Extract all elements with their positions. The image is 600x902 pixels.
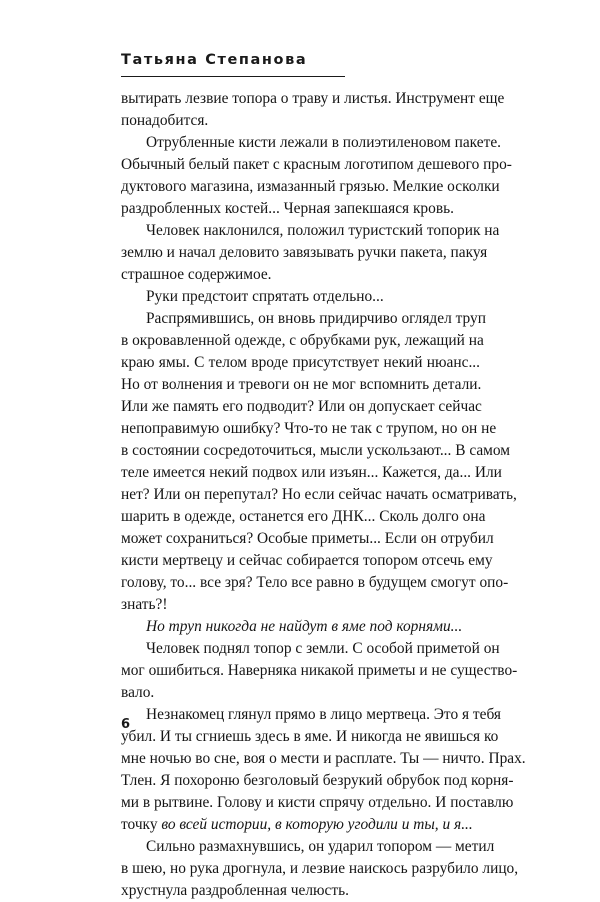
- text-line: в окровавленной одежде, с обрубками рук, лежащий на: [121, 332, 484, 349]
- text-line: Отрубленные кисти лежали в полиэтиленовом пакете.: [146, 134, 502, 151]
- header-rule: [121, 76, 345, 77]
- text-line: дуктового магазина, измазанный грязью. Мелкие осколки: [121, 178, 500, 195]
- text-line: понадобится.: [121, 112, 209, 129]
- italic-text-span: во всей истории, в которую угодили и ты, и я...: [161, 816, 473, 833]
- text-line: убил. И ты сгниешь здесь в яме. И никогда не явишься ко: [121, 728, 499, 745]
- text-line: мог ошибиться. Наверняка никакой приметы и не существо-: [121, 662, 518, 679]
- page-body-text: [121, 88, 526, 902]
- text-line: землю и начал деловито завязывать ручки пакета, пакуя: [121, 244, 488, 261]
- text-line: может сохраниться? Особые приметы... Если он отрубил: [121, 530, 494, 547]
- text-line: теле имеется некий подвох или изъян... Кажется, да... Или: [121, 464, 502, 481]
- text-line: вытирать лезвие топора о траву и листья. Инструмент еще: [121, 90, 505, 107]
- text-line: страшное содержимое.: [121, 266, 272, 283]
- running-head-author: Татьяна Степанова: [121, 52, 308, 68]
- text-line: Сильно размахнувшись, он ударил топором — метил: [146, 838, 495, 855]
- text-line: Обычный белый пакет с красным логотипом дешевого про-: [121, 156, 512, 173]
- italic-text-line: Но труп никогда не найдут в яме под корнями...: [146, 618, 463, 635]
- text-line: шарить в одежде, останется его ДНК... Сколь долго она: [121, 508, 486, 525]
- text-line: ми в рытвине. Голову и кисти спрячу отдельно. И поставлю: [121, 794, 514, 811]
- text-line: Незнакомец глянул прямо в лицо мертвеца. Это я тебя: [146, 706, 502, 723]
- text-line: нет? Или он перепутал? Но если сейчас начать осматривать,: [121, 486, 517, 503]
- text-line: в шею, но рука дрогнула, и лезвие наискось разрубило лицо,: [121, 860, 519, 877]
- text-line: вало.: [121, 684, 155, 701]
- text-line: в состоянии сосредоточиться, мысли ускользают... В самом: [121, 442, 511, 459]
- text-line: мне ночью во сне, воя о мести и расплате. Ты — ничто. Прах.: [121, 750, 526, 767]
- text-span: точку: [121, 816, 162, 833]
- page-number: 6: [121, 717, 131, 732]
- text-line: голову, то... все зря? Тело все равно в будущем смогут опо-: [121, 574, 509, 591]
- text-line: краю ямы. С телом вроде присутствует некий нюанс...: [121, 354, 480, 371]
- text-line: раздробленных костей... Черная запекшаяся кровь.: [121, 200, 454, 217]
- text-line: Руки предстоит спрятать отдельно...: [146, 288, 384, 305]
- text-line: хрустнула раздробленная челюсть.: [121, 882, 349, 899]
- text-line: Но от волнения и тревоги он не мог вспомнить детали.: [121, 376, 482, 393]
- text-line: Человек поднял топор с земли. С особой приметой он: [146, 640, 500, 657]
- text-line: Тлен. Я похороню безголовый безрукий обрубок под корня-: [121, 772, 514, 789]
- text-line: Распрямившись, он вновь придирчиво оглядел труп: [146, 310, 486, 327]
- text-line: знать?!: [121, 596, 168, 613]
- text-line: непоправимую ошибку? Что-то не так с трупом, но он не: [121, 420, 497, 437]
- text-line: Или же память его подводит? Или он допускает сейчас: [121, 398, 482, 415]
- text-line-mixed: [121, 814, 480, 836]
- text-line: кисти мертвецу и сейчас собирается топором отсечь ему: [121, 552, 493, 569]
- text-line: Человек наклонился, положил туристский топорик на: [146, 222, 500, 239]
